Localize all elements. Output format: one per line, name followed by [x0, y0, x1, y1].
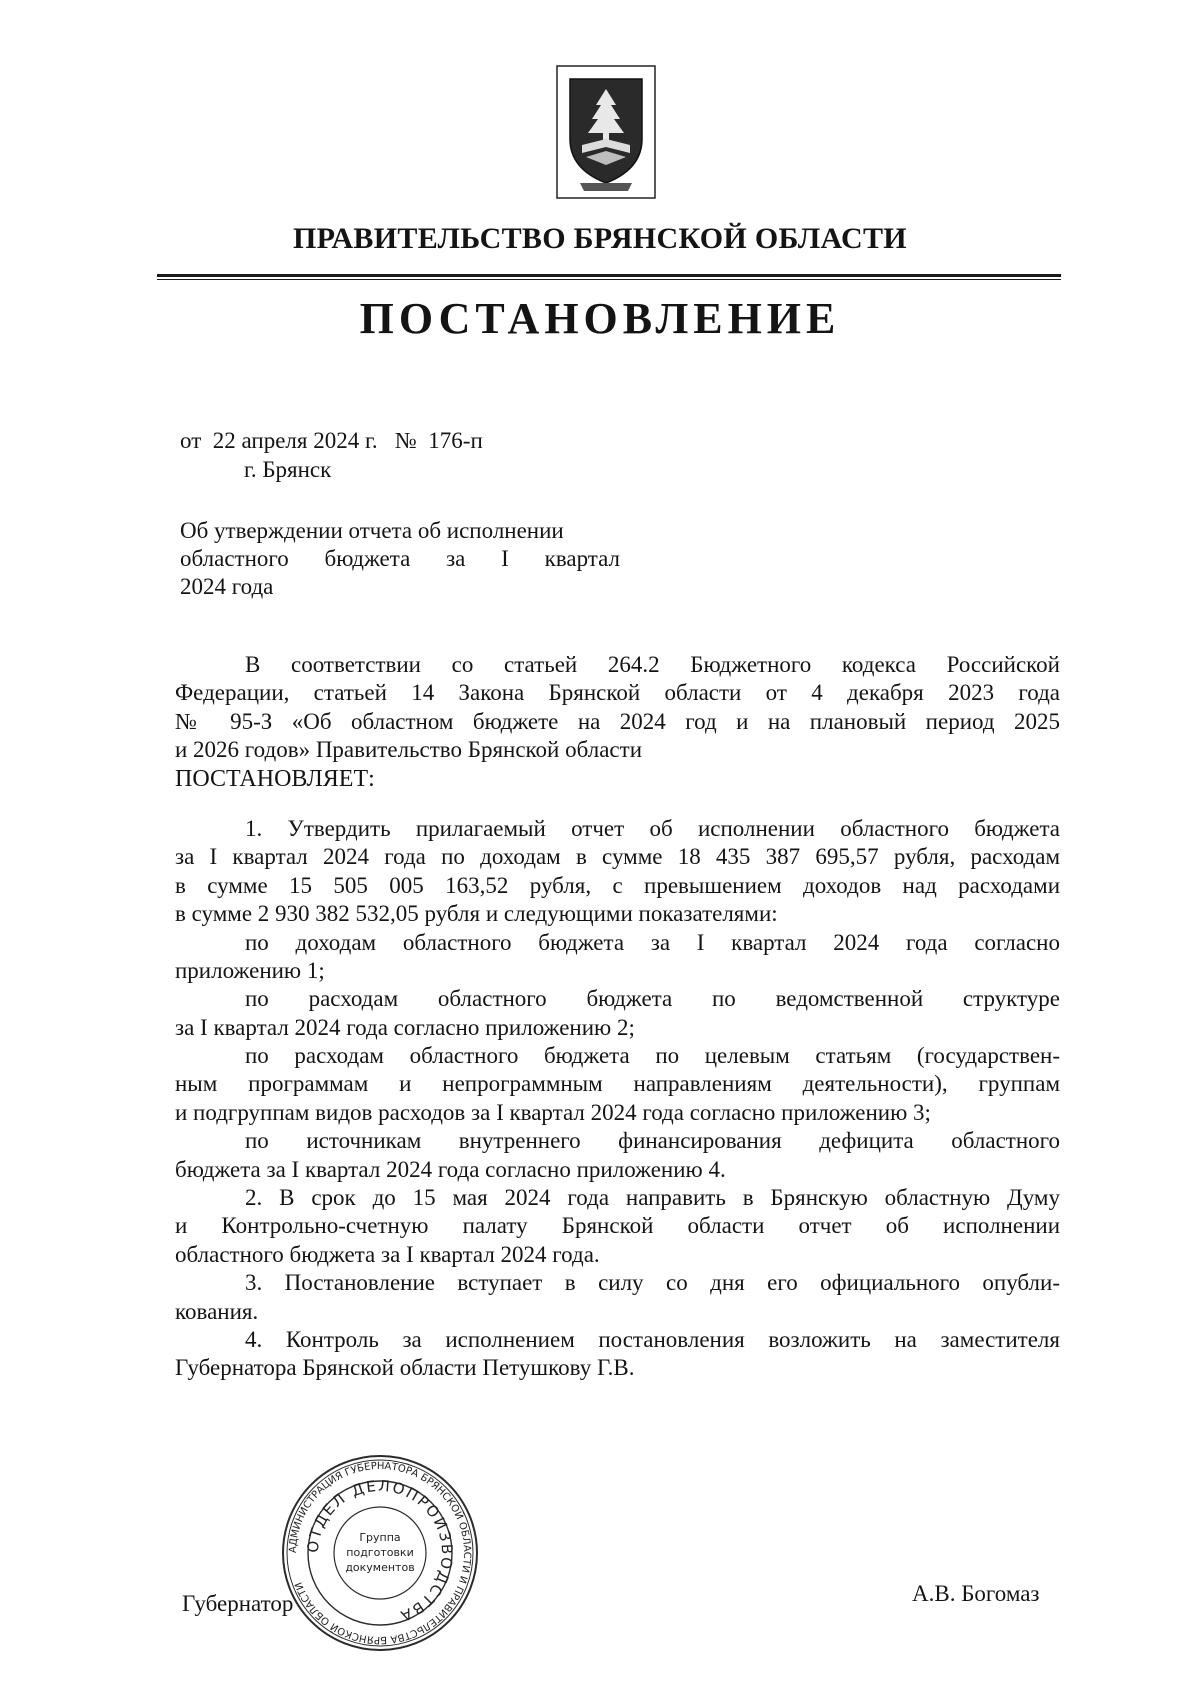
- stamp-center-text: документов: [345, 1561, 415, 1574]
- stamp-outer-text: АДМИНИСТРАЦИЯ ГУБЕРНАТОРА БРЯНСКОЙ ОБЛАСТИ И ПРАВИТЕЛЬСТВА БРЯНСКОЙ ОБЛАСТИ: [287, 1460, 473, 1646]
- item-1-line: в сумме 15 505 005 163,52 рубля, с превышением доходов над расходами: [175, 872, 1060, 898]
- item-1b-line: по расходам областного бюджета по ведомственной структуре: [245, 986, 1060, 1012]
- item-1-line: 1. Утвердить прилагаемый отчет об исполнении областного бюджета: [245, 815, 1060, 841]
- city: г. Брянск: [244, 457, 332, 482]
- header-rule-thin: [157, 279, 1061, 280]
- preamble-line: и 2026 годов» Правительство Брянской области: [175, 737, 642, 763]
- organization-name: ПРАВИТЕЛЬСТВО БРЯНСКОЙ ОБЛАСТИ: [293, 222, 907, 255]
- item-1c-line: по расходам областного бюджета по целевым статьям (государствен-: [245, 1043, 1060, 1069]
- item-2-line: и Контрольно-счетную палату Брянской области отчет об исполнении: [175, 1213, 1060, 1239]
- item-1a-line: по доходам областного бюджета за I квартал 2024 года согласно: [245, 929, 1060, 955]
- document-date: 22 апреля 2024 г.: [212, 428, 378, 453]
- coat-of-arms-icon: [556, 65, 656, 199]
- stamp-center-text: Группа: [359, 1531, 401, 1544]
- document-subject: [180, 517, 620, 601]
- item-3-line: 3. Постановление вступает в силу со дня его официального опубли-: [245, 1270, 1060, 1296]
- from-label: от: [180, 428, 202, 453]
- subject-line: областного бюджета за I квартал: [180, 546, 620, 571]
- signer-name: А.В. Богомаз: [912, 1581, 1040, 1606]
- number-label: №: [394, 428, 417, 453]
- preamble-line: № 95-З «Об областном бюджете на 2024 год и на плановый период 2025: [175, 708, 1060, 734]
- date-number-line: [180, 427, 483, 455]
- item-1d-line: по источникам внутреннего финансирования дефицита областного: [245, 1128, 1060, 1154]
- official-stamp: [280, 1453, 480, 1653]
- item-1-line: в сумме 2 930 382 532,05 рубля и следующими показателями:: [175, 901, 778, 927]
- document-type: ПОСТАНОВЛЕНИЕ: [359, 294, 841, 343]
- preamble-line: Федерации, статьей 14 Закона Брянской области от 4 декабря 2023 года: [175, 680, 1060, 706]
- item-1a-line: приложению 1;: [175, 957, 325, 983]
- stamp-inner-text: ОТДЕЛ ДЕЛОПРОИЗВОДСТВА: [303, 1476, 457, 1626]
- preamble-line: В соответствии со статьей 264.2 Бюджетного кодекса Российской: [245, 652, 1060, 677]
- subject-line: 2024 года: [180, 574, 274, 599]
- item-1d-line: бюджета за I квартал 2024 года согласно приложению 4.: [175, 1156, 726, 1182]
- document-body: [175, 651, 1060, 1383]
- item-1c-line: и подгруппам видов расходов за I квартал 2024 года согласно приложению 3;: [175, 1099, 931, 1125]
- item-1c-line: ным программам и непрограммным направлениям деятельности), группам: [175, 1071, 1060, 1097]
- item-1b-line: за I квартал 2024 года согласно приложению 2;: [175, 1014, 635, 1040]
- item-2-line: 2. В срок до 15 мая 2024 года направить в Брянскую областную Думу: [245, 1185, 1060, 1211]
- item-1-line: за I квартал 2024 года по доходам в сумме 18 435 387 695,57 рубля, расходам: [175, 844, 1060, 870]
- header-rule-thick: [157, 274, 1061, 277]
- item-3-line: кования.: [175, 1298, 259, 1324]
- stamp-center-text: подготовки: [346, 1546, 414, 1559]
- subject-line: Об утверждении отчета об исполнении: [180, 518, 564, 543]
- document-number: 176-п: [428, 428, 483, 453]
- resolves-word: ПОСТАНОВЛЯЕТ:: [175, 765, 375, 792]
- item-4-line: 4. Контроль за исполнением постановления возложить на заместителя: [245, 1326, 1060, 1352]
- item-2-line: областного бюджета за I квартал 2024 года.: [175, 1241, 600, 1267]
- item-4-line: Губернатора Брянской области Петушкову Г.В.: [175, 1355, 635, 1381]
- spacer: [175, 793, 1060, 815]
- signer-title: Губернатор: [182, 1591, 294, 1616]
